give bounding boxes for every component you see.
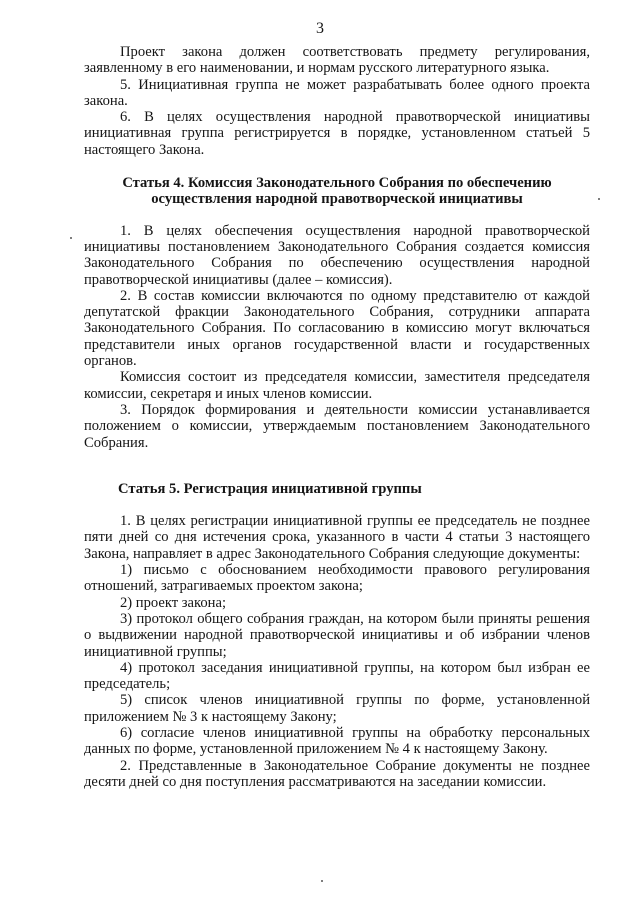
paragraph: 3. Порядок формирования и деятельности комиссии устанавливается положением о комиссии, утверждаемым постановлением Законодательного Собрания. [84,401,590,451]
paragraph: 6. В целях осуществления народной правотворческой инициативы инициативная группа регистрируется в порядке, установленном статьей 5 настоящего Закона. [84,109,590,158]
paragraph: Комиссия состоит из председателя комиссии, заместителя председателя комиссии, секретаря и иных членов комиссии. [84,369,590,402]
paragraph: 1. В целях обеспечения осуществления народной правотворческой инициативы постановлением Законодательного Собрания создается комиссия Законодательного Собрания по обеспечению осуществления народной правотворческой инициативы (далее – комиссия). [84,222,590,288]
paragraph: 5. Инициативная группа не может разрабатывать более одного проекта закона. [84,76,590,109]
document-body [84,44,590,790]
paragraph: Проект закона должен соответствовать предмету регулирования, заявленному в его наименовании, и нормам русского литературного языка. [84,44,590,77]
scan-speck [321,880,323,882]
article-4-heading: Статья 4. Комиссия Законодательного Собрания по обеспечению осуществления народной правотворческой инициативы [122,175,552,208]
paragraph: 2. Представленные в Законодательное Собрание документы не позднее десяти дней со дня поступления рассматриваются на заседании комиссии. [84,757,590,790]
scan-speck [70,237,72,239]
list-item: 2) проект закона; [120,594,227,611]
page-number: 3 [316,20,324,37]
list-item: 5) список членов инициативной группы по форме, установленной приложением № 3 к настоящему Закону; [84,692,590,725]
paragraph: 2. В состав комиссии включаются по одному представителю от каждой депутатской фракции Законодательного Собрания, сотрудники аппарата Законодательного Собрания. По согласованию в комиссию могут включаться представители иных органов государственной власти и государственных органов. [84,287,590,370]
list-item: 3) протокол общего собрания граждан, на котором были приняты решения о выдвижении народной правотворческой инициативы и об избрании членов инициативной группы; [84,610,590,660]
list-item: 4) протокол заседания инициативной группы, на котором был избран ее председатель; [84,659,590,693]
paragraph: 1. В целях регистрации инициативной группы ее председатель не позднее пяти дней со дня истечения срока, указанного в части 4 статьи 3 настоящего Закона, направляет в адрес Законодательного Собрания следующие документы: [84,513,590,562]
scan-speck [598,198,600,200]
list-item: 1) письмо с обоснованием необходимости правового регулирования отношений, затрагиваемых проектом закона; [84,562,590,595]
list-item: 6) согласие членов инициативной группы на обработку персональных данных по форме, установленной приложением № 4 к настоящему Закону. [84,724,590,758]
article-5-heading: Статья 5. Регистрация инициативной группы [118,480,422,497]
